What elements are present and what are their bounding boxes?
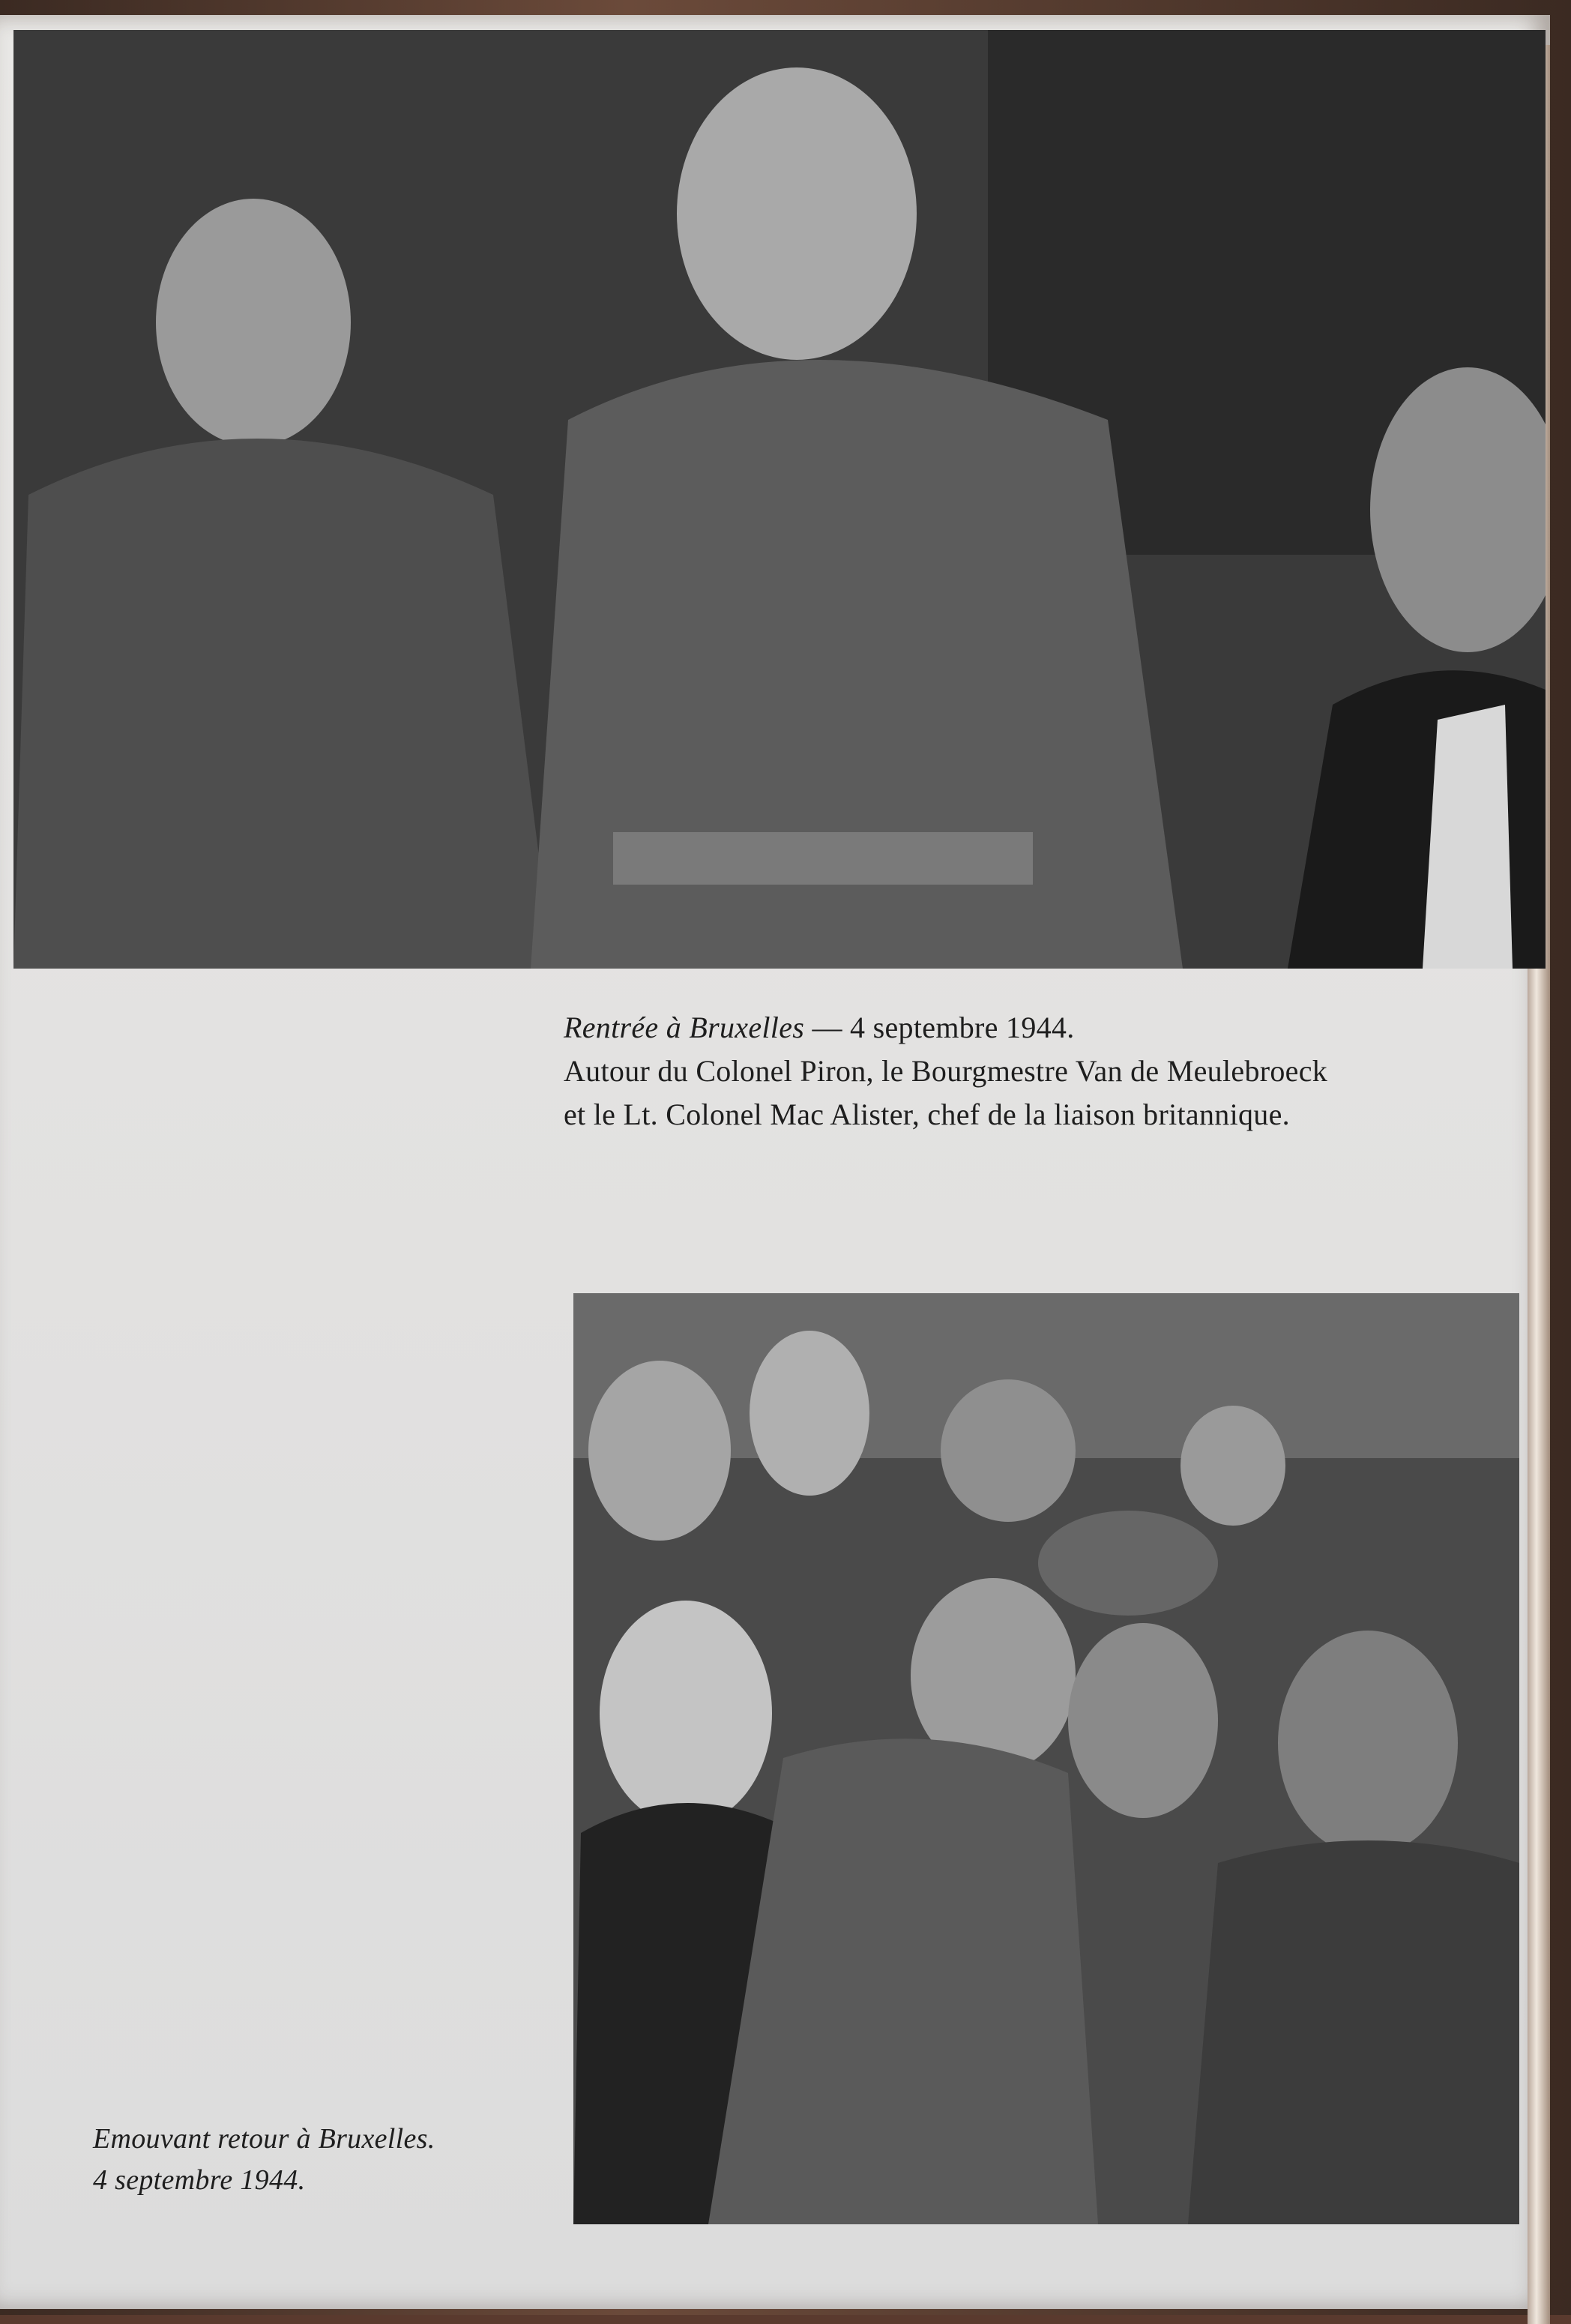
photo-officers-image [13, 30, 1546, 969]
photo-crowd [573, 1293, 1519, 2224]
caption-top-line-2: Autour du Colonel Piron, le Bourgmestre Van de Meulebroeck [564, 1054, 1328, 1088]
caption-bottom-line-1: Emouvant retour à Bruxelles. [93, 2123, 435, 2155]
caption-bottom [93, 2119, 573, 2201]
caption-bottom-line-2: 4 septembre 1944. [93, 2164, 306, 2196]
caption-top-line-3: et le Lt. Colonel Mac Alister, chef de la liaison britannique. [564, 1098, 1290, 1131]
caption-top-date: — 4 septembre 1944. [804, 1011, 1075, 1044]
photo-crowd-image [573, 1293, 1519, 2224]
caption-top [564, 1006, 1531, 1137]
caption-top-title: Rentrée à Bruxelles [564, 1011, 805, 1044]
caption-top-line-1 [564, 1006, 1531, 1050]
photo-officers [13, 30, 1546, 969]
